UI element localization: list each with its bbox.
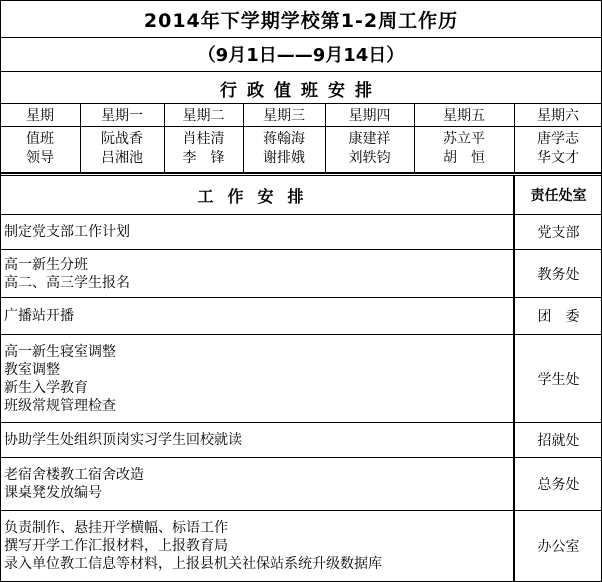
duty-name: 康建祥	[348, 131, 391, 147]
duty-cell-sat	[514, 127, 602, 171]
task-cell	[4, 215, 512, 249]
task-line: 协助学生处组织顶岗实习学生回校就读	[4, 432, 242, 448]
calendar-title: 2014年下学期学校第1-2周工作历	[143, 9, 459, 32]
duty-section-title: 行政值班安排	[220, 80, 382, 101]
task-line: 高一新生分班	[4, 256, 88, 273]
day-header-wed: 星期三	[263, 108, 305, 124]
dept-cell: 办公室	[537, 539, 580, 555]
task-line: 录入单位教工信息等材料，上报县机关社保站系统升级数据库	[4, 556, 382, 572]
dept-column-header: 责任处室	[530, 188, 587, 204]
task-line: 广播站开播	[4, 308, 74, 324]
duty-name: 吕湘池	[101, 150, 143, 166]
task-line: 高二、高三学生报名	[4, 274, 130, 291]
task-line: 班级常规管理检查	[4, 397, 116, 414]
duty-name: 蒋翰海	[263, 131, 305, 147]
task-line: 负责制作、悬挂开学横幅、标语工作	[4, 520, 228, 536]
task-cell	[4, 458, 512, 510]
duty-name: 领导	[26, 150, 54, 166]
task-line: 教室调整	[4, 361, 60, 378]
task-column-header: 工作安排	[197, 186, 318, 206]
duty-name: 李 锋	[182, 150, 225, 166]
task-line: 课桌凳发放编号	[4, 485, 102, 501]
duty-cell-mon	[80, 127, 164, 171]
duty-cell-thu	[325, 127, 414, 171]
duty-name: 刘轶钧	[348, 150, 391, 166]
task-line: 制定党支部工作计划	[4, 224, 130, 240]
dept-cell: 招就处	[537, 433, 580, 449]
duty-name: 唐学志	[537, 131, 579, 147]
duty-cell-label	[0, 127, 80, 171]
duty-name: 肖桂清	[182, 131, 225, 147]
day-header-label: 星期	[26, 108, 54, 124]
task-cell	[4, 298, 512, 334]
day-header-sat: 星期六	[537, 108, 579, 124]
date-range: （9月1日——9月14日）	[197, 45, 405, 66]
duty-name: 值班	[26, 131, 54, 147]
dept-cell: 学生处	[537, 371, 580, 388]
duty-cell-tue	[164, 127, 243, 171]
task-cell	[4, 250, 512, 297]
task-cell	[4, 423, 512, 457]
duty-name: 胡 恒	[443, 150, 485, 166]
task-cell	[4, 335, 512, 422]
task-cell	[4, 511, 512, 581]
task-line: 新生入学教育	[4, 379, 88, 396]
duty-cell-fri	[414, 127, 514, 171]
duty-name: 苏立平	[443, 131, 485, 147]
task-line: 撰写开学工作汇报材料，上报教育局	[4, 538, 228, 554]
task-line: 老宿舍楼教工宿舍改造	[4, 467, 144, 483]
duty-name: 阮战香	[101, 131, 143, 147]
duty-name: 谢排娥	[263, 150, 305, 166]
dept-cell: 教务处	[537, 266, 580, 283]
dept-cell: 总务处	[537, 477, 580, 493]
day-header-thu: 星期四	[348, 108, 391, 124]
day-header-fri: 星期五	[443, 108, 485, 124]
dept-cell: 党支部	[537, 225, 580, 241]
day-header-tue: 星期二	[182, 108, 225, 124]
dept-cell: 团 委	[537, 309, 580, 325]
duty-cell-wed	[243, 127, 325, 171]
task-line: 高一新生寝室调整	[4, 343, 116, 360]
day-header-mon: 星期一	[101, 108, 143, 124]
duty-name: 华文才	[537, 150, 579, 166]
